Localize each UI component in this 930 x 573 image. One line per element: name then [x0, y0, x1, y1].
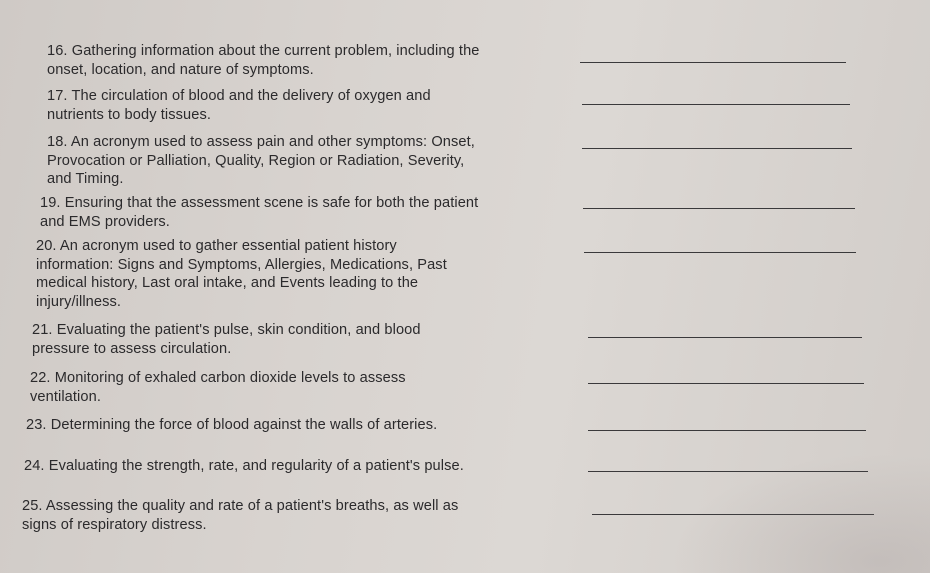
question-24-line-1: 24. Evaluating the strength, rate, and regularity of a patient's pulse.: [24, 458, 464, 474]
question-24: [24, 457, 464, 476]
question-21-line-2: pressure to assess circulation.: [32, 340, 232, 357]
answer-blank-21[interactable]: [588, 337, 862, 338]
question-18-line-3: and Timing.: [47, 171, 124, 187]
question-21-line-1: 21. Evaluating the patient's pulse, skin condition, and blood: [32, 322, 421, 338]
question-25: [22, 497, 458, 534]
question-21: [32, 321, 421, 358]
answer-blank-24[interactable]: [588, 471, 868, 472]
question-19: [40, 194, 478, 231]
answer-blank-23[interactable]: [588, 430, 866, 431]
question-18-line-1: 18. An acronym used to assess pain and other symptoms: Onset,: [47, 134, 475, 150]
question-20: [36, 237, 447, 311]
question-20-line-3: medical history, Last oral intake, and Events leading to the: [36, 275, 419, 291]
question-16-line-1: 16. Gathering information about the current problem, including the: [47, 43, 480, 59]
question-25-line-1: 25. Assessing the quality and rate of a patient's breaths, as well as: [22, 498, 459, 514]
question-16: [47, 42, 480, 79]
question-23: [26, 416, 437, 435]
question-18: [47, 133, 475, 189]
question-19-line-1: 19. Ensuring that the assessment scene is safe for both the patient: [40, 195, 479, 211]
answer-blank-25[interactable]: [592, 514, 874, 515]
question-16-line-2: onset, location, and nature of symptoms.: [47, 61, 314, 78]
question-18-line-2: Provocation or Palliation, Quality, Region or Radiation, Severity,: [47, 152, 465, 169]
question-20-line-1: 20. An acronym used to gather essential patient history: [36, 238, 397, 254]
answer-blank-17[interactable]: [582, 104, 850, 105]
question-22-line-1: 22. Monitoring of exhaled carbon dioxide levels to assess: [30, 370, 406, 386]
answer-blank-20[interactable]: [584, 252, 856, 253]
question-20-line-4: injury/illness.: [36, 293, 122, 310]
question-19-line-2: and EMS providers.: [40, 213, 170, 230]
answer-blank-19[interactable]: [583, 208, 855, 209]
question-17-line-1: 17. The circulation of blood and the delivery of oxygen and: [47, 88, 431, 104]
answer-blank-16[interactable]: [580, 62, 846, 63]
question-22-line-2: ventilation.: [30, 388, 101, 405]
question-25-line-2: signs of respiratory distress.: [22, 516, 207, 533]
answer-blank-22[interactable]: [588, 383, 864, 384]
question-22: [30, 369, 406, 406]
question-17-line-2: nutrients to body tissues.: [47, 106, 212, 123]
question-23-line-1: 23. Determining the force of blood against the walls of arteries.: [26, 417, 438, 433]
answer-blank-18[interactable]: [582, 148, 852, 149]
question-17: [47, 87, 431, 124]
question-20-line-2: information: Signs and Symptoms, Allergies, Medications, Past: [36, 256, 447, 273]
